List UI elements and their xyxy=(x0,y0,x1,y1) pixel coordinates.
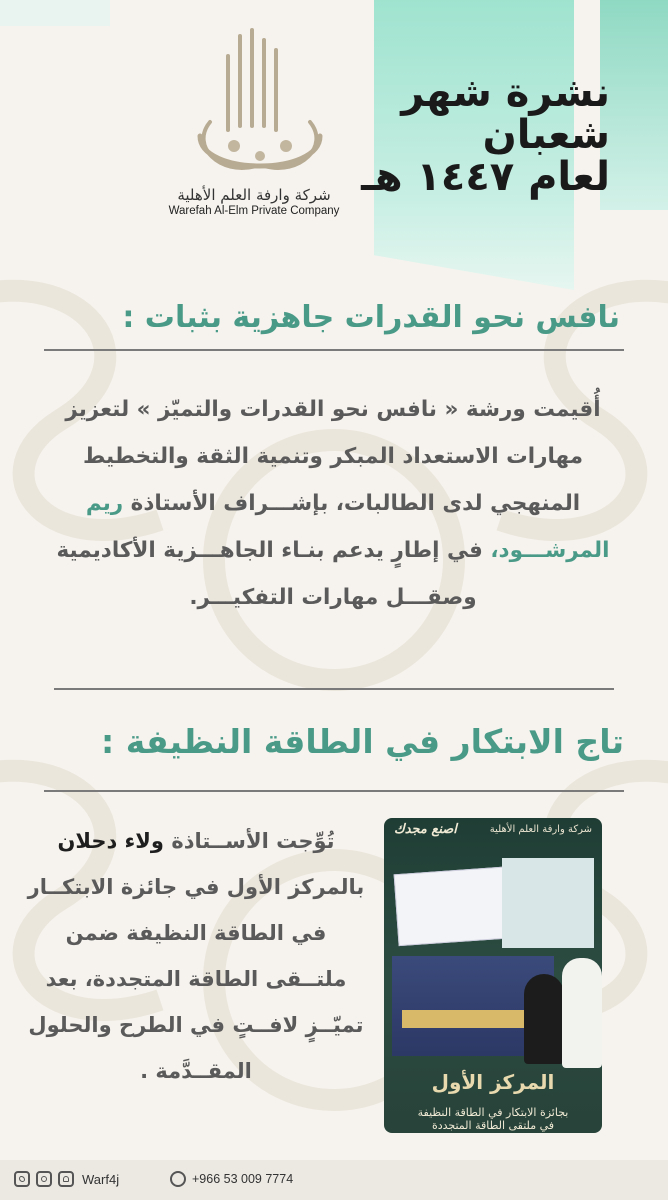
section2-text-after: بالمركز الأول في جائزة الابتكــار في الطاقة النظيفة ضمن ملتــقى الطاقة المتجددة، بعد تميّــزٍ لافــتٍ في الطرح والحلول المقــدَّمة . xyxy=(27,875,365,1083)
divider-1 xyxy=(44,349,624,351)
photo-tag: اصنع مجدك xyxy=(394,822,457,837)
award-photo xyxy=(384,818,602,1133)
section1-text-after: في إطارٍ يدعم بنـاء الجاهـــزية الأكاديمية وصقـــل مهارات التفكيـــر. xyxy=(56,538,483,610)
twitter-icon[interactable] xyxy=(14,1171,30,1187)
newsletter-title xyxy=(361,72,610,198)
whatsapp-icon[interactable] xyxy=(170,1171,186,1187)
section1-text-before: أُقيمت ورشة « نافس نحو القدرات والتميّز » لتعزيز مهارات الاستعداد المبكر وتنمية الثقة والتخطيط المنهجي لدى الطالبات، بإشـــراف الأستاذة xyxy=(65,397,601,516)
phone-contact xyxy=(170,1171,293,1187)
top-left-ribbon xyxy=(0,0,110,26)
stage-banner-band xyxy=(402,1010,530,1028)
forum-poster-image xyxy=(502,858,594,948)
snapchat-icon[interactable] xyxy=(58,1171,74,1187)
photo-caption xyxy=(384,1106,602,1132)
section2-body xyxy=(26,818,366,1094)
social-handle[interactable]: Warf4j xyxy=(82,1171,120,1187)
phone-number[interactable]: +966 53 009 7774 xyxy=(192,1172,294,1186)
section1-heading: نافس نحو القدرات جاهزية بثبات : xyxy=(122,300,620,335)
section1-body xyxy=(40,386,626,621)
divider-3 xyxy=(44,790,624,792)
section2-text-before: تُوِّجت الأســتاذة xyxy=(171,829,335,853)
photo-caption-line-2: في ملتقى الطاقة المتجددة xyxy=(431,1119,555,1132)
title-line-3: لعام ١٤٤٧ هـ xyxy=(361,154,610,200)
section2-highlight: ولاء دحلان xyxy=(57,829,164,853)
logo-name-english: Warefah Al-Elm Private Company xyxy=(168,205,340,217)
title-line-2: شعبان xyxy=(482,112,610,158)
photo-caption-line-1: بجائزة الابتكار في الطاقة النظيفة xyxy=(417,1106,569,1119)
person-silhouette xyxy=(524,974,564,1064)
social-links xyxy=(14,1171,119,1187)
side-ribbon xyxy=(600,0,668,210)
photo-brand: شركة وارفة العلم الأهلية xyxy=(489,824,592,835)
divider-2 xyxy=(54,688,614,690)
section1-highlight: ريم المرشـــود، xyxy=(85,491,610,563)
section2-heading: تاج الابتكار في الطاقة النظيفة : xyxy=(101,722,624,761)
logo-name-arabic: شركة وارفة العلم الأهلية xyxy=(177,186,331,204)
instagram-icon[interactable] xyxy=(36,1171,52,1187)
title-line-1: نشرة شهر xyxy=(401,70,610,116)
photo-title: المركز الأول xyxy=(431,1070,555,1094)
person-silhouette xyxy=(562,958,602,1068)
footer xyxy=(0,1160,668,1200)
